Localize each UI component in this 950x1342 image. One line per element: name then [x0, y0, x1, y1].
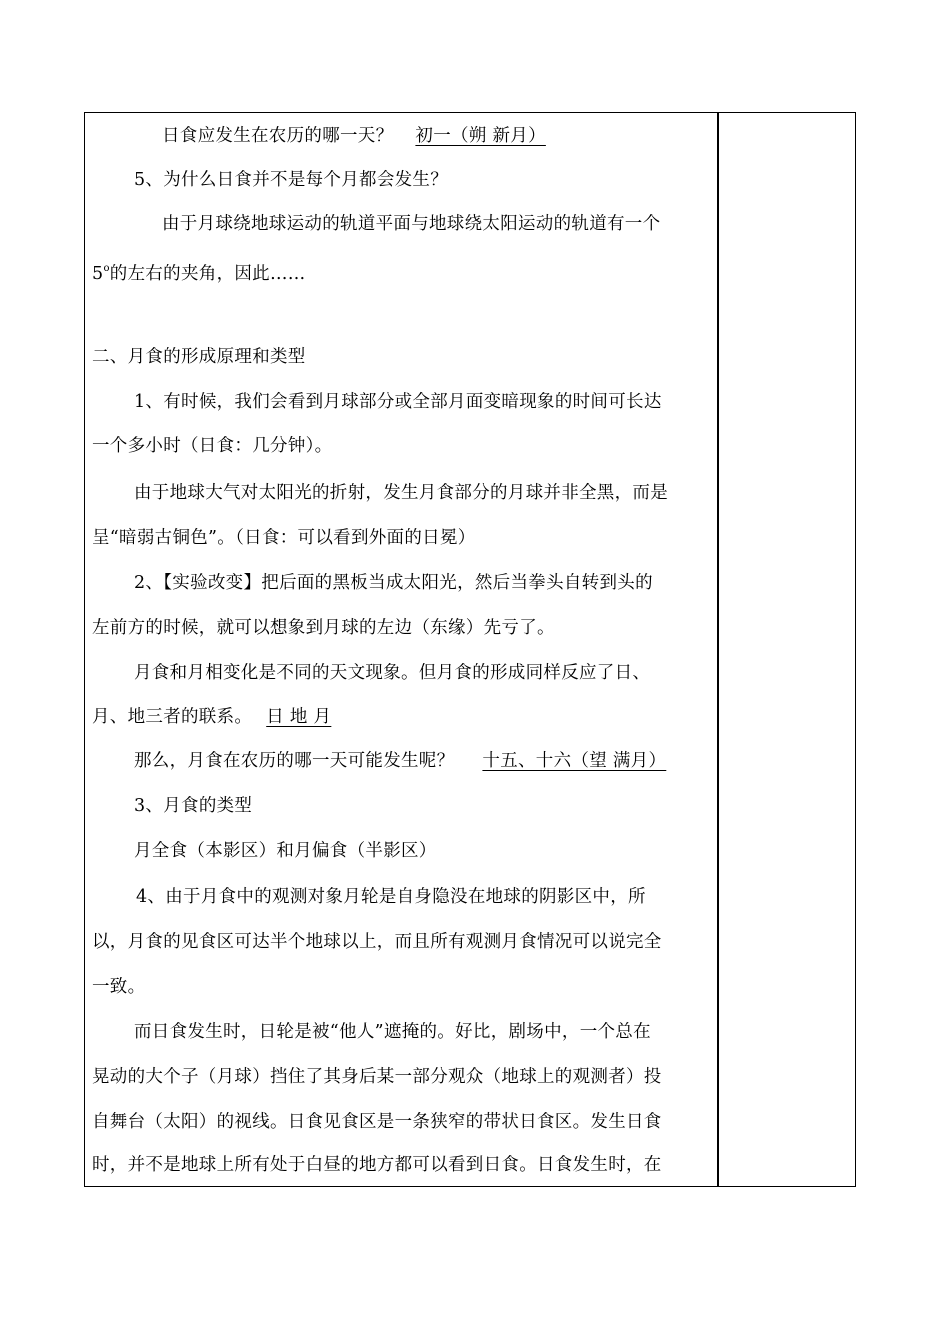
line-text: 呈“暗弱古铜色”。（日食：可以看到外面的日冕） — [92, 528, 476, 548]
line-text: 晃动的大个子（月球）挡住了其身后某一部分观众（地球上的观测者）投 — [92, 1067, 662, 1087]
text-line — [134, 749, 666, 773]
line-text: 而日食发生时，日轮是被“他人”遮掩的。好比，剧场中，一个总在 — [134, 1022, 651, 1042]
line-text: 月食和月相变化是不同的天文现象。但月食的形成同样反应了日、 — [134, 663, 651, 683]
text-line — [134, 839, 437, 863]
line-text: 左前方的时候，就可以想象到月球的左边（东缘）先亏了。 — [92, 618, 555, 638]
line-text: 2、【实验改变】把后面的黑板当成太阳光，然后当拳头自转到头的 — [134, 573, 653, 593]
text-line — [134, 390, 662, 414]
line-text: 5、为什么日食并不是每个月都会发生？ — [134, 170, 449, 190]
text-line — [92, 930, 662, 954]
text-line — [134, 1020, 651, 1044]
text-line — [92, 257, 306, 286]
text-line — [92, 975, 145, 999]
text-line — [92, 526, 476, 550]
text-line — [134, 168, 448, 192]
line-text: 自舞台（太阳）的视线。日食见食区是一条狭窄的带状日食区。发生日食 — [92, 1112, 662, 1132]
line-text: 由于月球绕地球运动的轨道平面与地球绕太阳运动的轨道有一个 — [162, 214, 661, 234]
text-line — [92, 705, 331, 729]
line-text: 月全食（本影区）和月偏食（半影区） — [134, 841, 437, 861]
text-line — [92, 1153, 662, 1177]
text-line — [162, 124, 546, 148]
text-line — [92, 1110, 662, 1134]
text-line — [134, 571, 653, 595]
line-text: 1、有时候，我们会看到月球部分或全部月面变暗现象的时间可长达 — [134, 392, 662, 412]
answer-underlined: 初一（朔 新月） — [415, 126, 546, 146]
answer-underlined: 日 地 月 — [266, 707, 332, 727]
section-heading — [92, 345, 306, 369]
text-line — [134, 661, 650, 685]
side-cell — [719, 113, 855, 1186]
degree-number: 5 — [92, 264, 104, 284]
line-text: 由于地球大气对太阳光的折射，发生月食部分的月球并非全黑，而是 — [134, 483, 668, 503]
line-text: 二、月食的形成原理和类型 — [92, 347, 306, 367]
line-text: 4、由于月食中的观测对象月轮是自身隐没在地球的阴影区中，所 — [136, 887, 646, 907]
main-cell — [84, 112, 717, 1187]
text-line — [162, 212, 660, 236]
degree-sign: o — [103, 263, 110, 274]
line-text: 日食应发生在农历的哪一天？ — [162, 126, 394, 146]
text-line — [134, 481, 668, 505]
text-line — [92, 434, 332, 458]
line-text: 那么，月食在农历的哪一天可能发生呢？ — [134, 751, 455, 771]
text-line — [92, 1065, 662, 1089]
line-text: 3、月食的类型 — [134, 796, 253, 816]
line-text: 的左右的夹角，因此…… — [109, 264, 306, 284]
text-line — [136, 885, 646, 909]
line-text: 一致。 — [92, 977, 146, 997]
line-text: 一个多小时（日食：几分钟）。 — [92, 436, 333, 456]
text-line — [92, 616, 555, 640]
line-text: 月、地三者的联系。 — [92, 707, 253, 727]
answer-underlined: 十五、十六（望 满月） — [482, 751, 667, 771]
line-text: 以，月食的见食区可达半个地球以上，而且所有观测月食情况可以说完全 — [92, 932, 662, 952]
text-line — [134, 794, 252, 818]
line-text: 时，并不是地球上所有处于白昼的地方都可以看到日食。日食发生时，在 — [92, 1155, 662, 1175]
